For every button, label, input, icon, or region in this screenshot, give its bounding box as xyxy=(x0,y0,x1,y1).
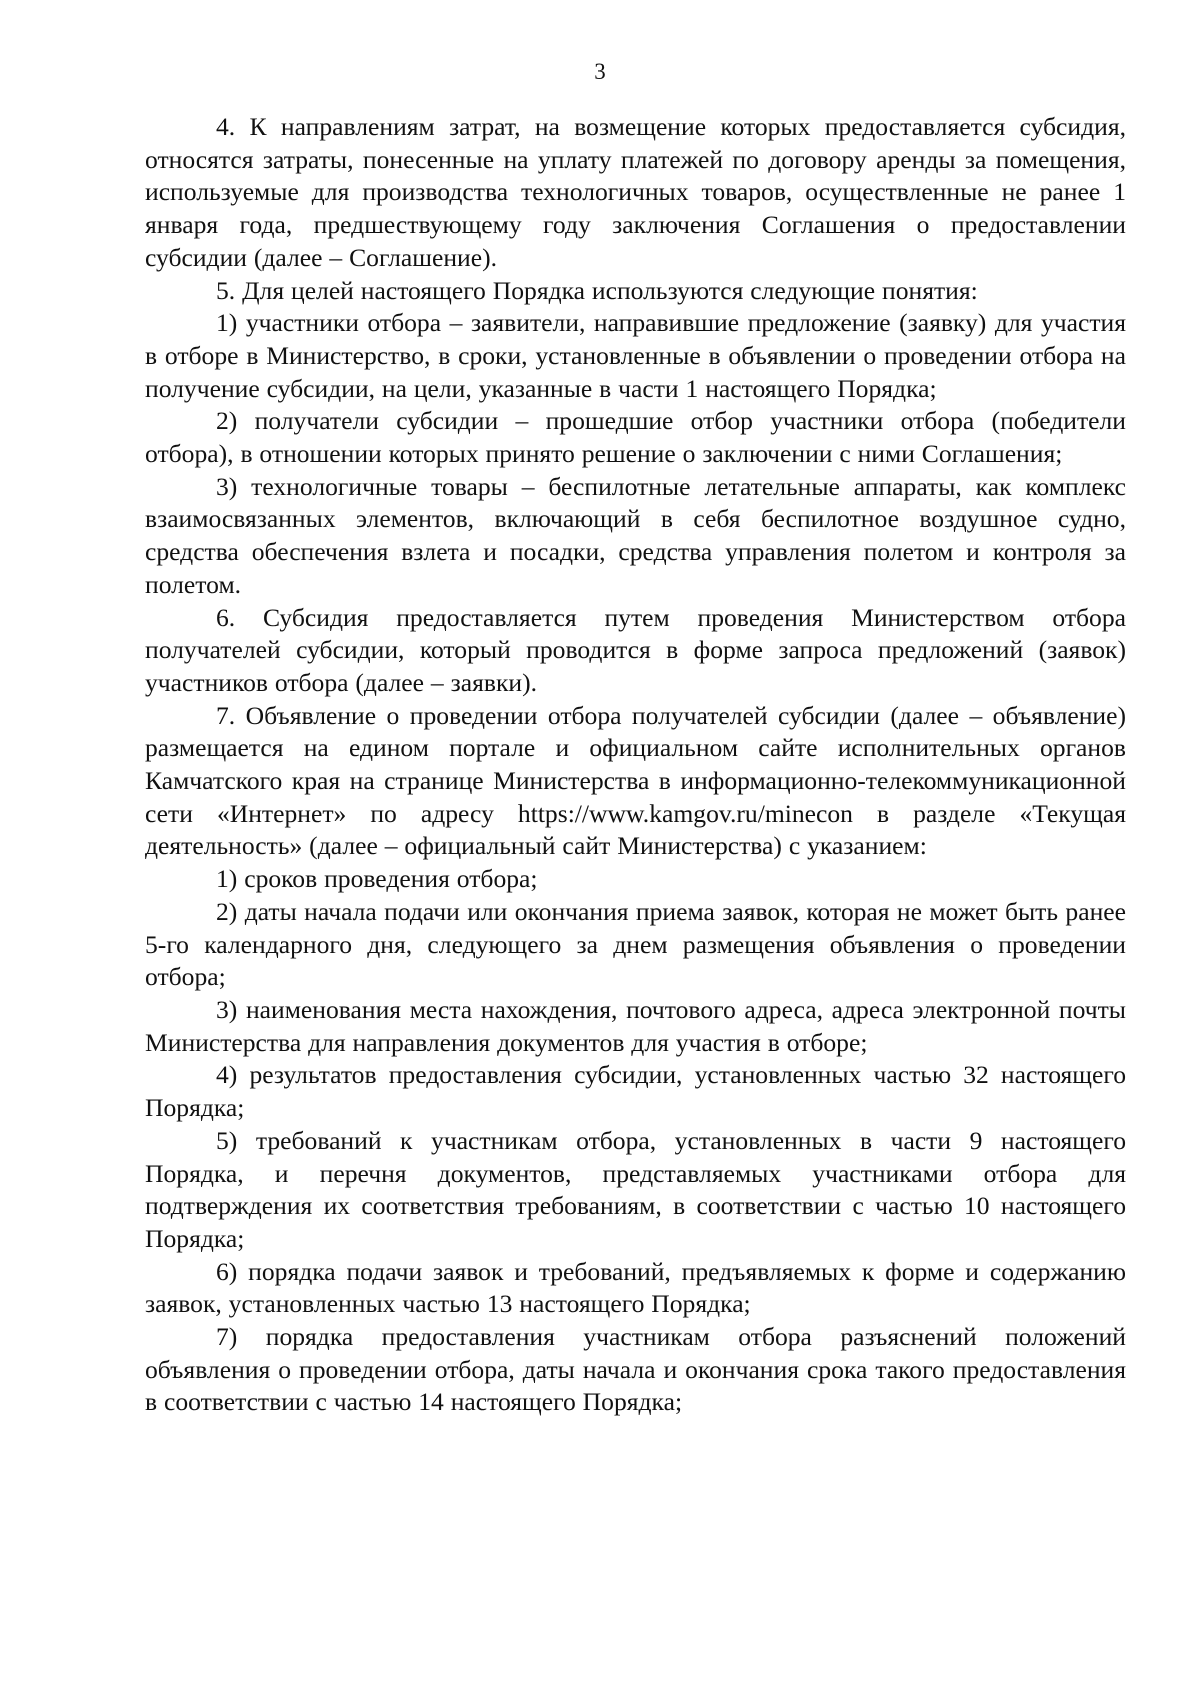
paragraph-5-item-1-participants: 1) участники отбора – заявители, направившие предложение (заявку) для участия в отборе в Министерство, в сроки, установленные в объявлении о проведении отбора на получение субсидии, на цели, указанные в части 1 настоящего Порядка; xyxy=(145,308,1126,403)
paragraph-7-item-6: 6) порядка подачи заявок и требований, предъявляемых к форме и содержанию заявок, установленных частью 13 настоящего Порядка; xyxy=(145,1256,1126,1319)
paragraph-7-item-2: 2) даты начала подачи или окончания приема заявок, которая не может быть ранее 5-го календарного дня, следующего за днем размещения объявления о проведении отбора; xyxy=(145,896,1126,992)
paragraph-7-item-7: 7) порядка предоставления участникам отбора разъяснений положений объявления о проведении отбора, даты начала и окончания срока такого предоставления в соответствии с частью 14 настоящего Порядка; xyxy=(145,1322,1126,1417)
paragraph-7-item-1: 1) сроков проведения отбора; xyxy=(216,864,538,894)
document-body xyxy=(145,111,1126,1419)
paragraph-5-item-2-recipients: 2) получатели субсидии – прошедшие отбор участники отбора (победители отбора), в отношении которых принято решение о заключении с ними Соглашения; xyxy=(145,406,1126,469)
paragraph-7-item-4: 4) результатов предоставления субсидии, установленных частью 32 настоящего Порядка; xyxy=(145,1060,1126,1123)
page-number: 3 xyxy=(594,59,606,84)
paragraph-6-selection: 6. Субсидия предоставляется путем проведения Министерством отбора получателей субсидии, который проводится в форме запроса предложений (заявок) участников отбора (далее – заявки). xyxy=(145,602,1126,697)
paragraph-7-announcement: 7. Объявление о проведении отбора получателей субсидии (далее – объявление) размещается на едином портале и официальном сайте исполнительных органов Камчатского края на странице Министерства в информационно-телекоммуникационной сети «Интернет» по адресу https://www.kamgov.ru/minecon в разделе «Текущая деятельность» (далее – официальный сайт Министерства) с указанием: xyxy=(145,700,1126,861)
paragraph-4-expense-directions: 4. К направлениям затрат, на возмещение которых предоставляется субсидия, относятся затраты, понесенные на уплату платежей по договору аренды за помещения, используемые для производства технологичных товаров, осуществленные не ранее 1 января года, предшествующему году заключения Соглашения о предоставлении субсидии (далее – Соглашение). xyxy=(145,112,1126,272)
paragraph-7-item-5: 5) требований к участникам отбора, установленных в части 9 настоящего Порядка, и перечня документов, представляемых участниками отбора для подтверждения их соответствия требованиям, в соответствии с частью 10 настоящего Порядка; xyxy=(145,1125,1126,1253)
paragraph-7-item-3: 3) наименования места нахождения, почтового адреса, адреса электронной почты Министерства для направления документов для участия в отборе; xyxy=(145,994,1126,1057)
paragraph-5-definitions-intro: 5. Для целей настоящего Порядка используются следующие понятия: xyxy=(216,275,978,305)
paragraph-5-item-3-tech-goods: 3) технологичные товары – беспилотные летательные аппараты, как комплекс взаимосвязанных элементов, включающий в себя беспилотное воздушное судно, средства обеспечения взлета и посадки, средства управления полетом и контроля за полетом. xyxy=(145,471,1126,599)
